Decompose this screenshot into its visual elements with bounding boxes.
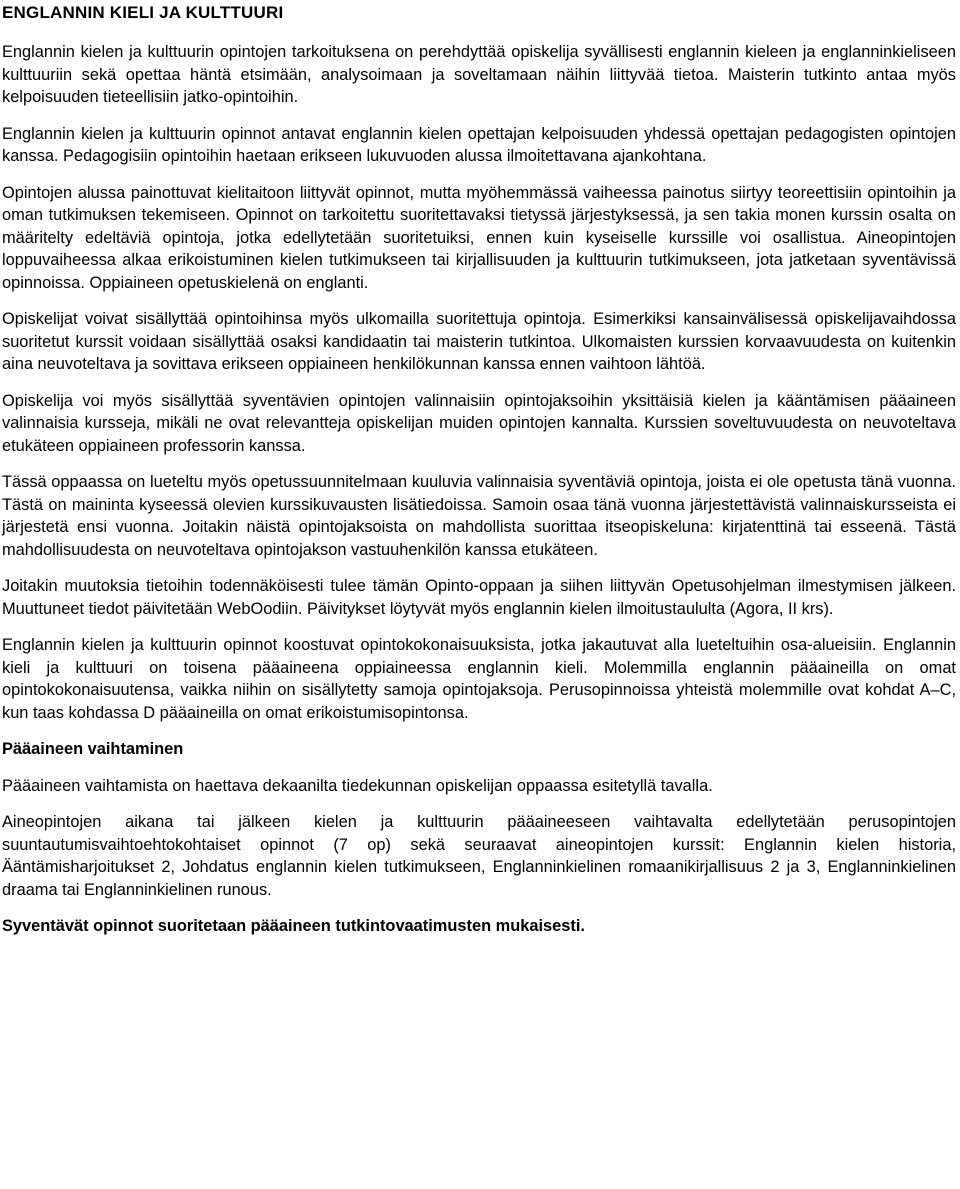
page-title: ENGLANNIN KIELI JA KULTTUURI <box>2 3 284 22</box>
section-heading-major-change: Pääaineen vaihtaminen <box>2 740 184 758</box>
paragraph-major-change-requirements: Aineopintojen aikana tai jälkeen kielen ja kulttuurin pääaineeseen vaihtavalta edellytetään perusopintojen suuntautumisvaihtoehtokohtaiset opinnot (7 op) sekä seuraavat aineopintojen kurssit: Englannin kielen historia, Ääntämisharjoitukset 2, Johdatus englannin kielen tutkimukseen, Englanninkielinen romaanikirjallisuus 2 ja 3, Englanninkielinen draama tai Englanninkielinen runous. <box>2 813 956 899</box>
paragraph-study-order: Opintojen alussa painottuvat kielitaitoon liittyvät opinnot, mutta myöhemmässä vaiheessa painotus siirtyy teoreettisiin opintoihin ja oman tutkimuksen tekemiseen. Opinnot on tarkoitettu suoritettavaksi tietyssä järjestyksessä, ja sen takia monen kurssin osalta on määritelty edeltäviä opintoja, jotka edellytetään suoritetuiksi, ennen kuin kyseiselle kurssille voi osallistua. Aineopintojen loppuvaiheessa alkaa erikoistuminen kielen tutkimukseen tai kirjallisuuden ja kulttuurin tutkimukseen, jota jatketaan syventävissä opinnoissa. Oppiaineen opetuskielenä on englanti. <box>2 183 956 292</box>
paragraph-teacher-qualification: Englannin kielen ja kulttuurin opinnot antavat englannin kielen opettajan kelpoisuuden yhdessä opettajan pedagogisten opintojen kanssa. Pedagogisiin opintoihin haetaan erikseen lukuvuoden alussa ilmoitettavana ajankohtana. <box>2 124 956 165</box>
paragraph-purpose: Englannin kielen ja kulttuurin opintojen tarkoituksena on perehdyttää opiskelija syvällisesti englannin kieleen ja englanninkieliseen kulttuuriin sekä opettaa häntä etsimään, analysoimaan ja soveltamaan näihin liittyvää tietoa. Maisterin tutkinto antaa myös kelpoisuuden tieteellisiin jatko-opintoihin. <box>2 43 956 106</box>
paragraph-updates: Joitakin muutoksia tietoihin todennäköisesti tulee tämän Opinto-oppaan ja siihen liittyvän Opetusohjelman ilmestymisen jälkeen. Muuttuneet tiedot päivitetään WebOodiin. Päivitykset löytyvät myös englannin kielen ilmoitustaululta (Agora, II krs). <box>2 577 956 618</box>
document-page <box>2 0 956 938</box>
paragraph-study-modules: Englannin kielen ja kulttuurin opinnot koostuvat opintokokonaisuuksista, jotka jakautuvat alla lueteltuihin osa-alueisiin. Englannin kieli ja kulttuuri on toisena pääaineena oppiaineessa englannin kieli. Molemmilla englannin pääaineilla on omat opintokokonaisuutensa, vaikka niihin on sisällytetty samoja opintojaksoja. Perusopinnoissa yhteistä molemmille ovat kohdat A–C, kun taas kohdassa D pääaineilla on omat erikoistumisopintonsa. <box>2 636 956 722</box>
paragraph-major-change-dean: Pääaineen vaihtamista on haettava dekaanilta tiedekunnan opiskelijan oppaassa esitetyllä tavalla. <box>2 776 713 795</box>
paragraph-curriculum-notes: Tässä oppaassa on lueteltu myös opetussuunnitelmaan kuuluvia valinnaisia syventäviä opintoja, joista ei ole opetusta tänä vuonna. Tästä on maininta kyseessä olevien kurssikuvausten lisätiedoissa. Samoin osaa tänä vuonna järjestettävistä valinnaiskursseista ei järjestetä ensi vuonna. Joitakin näistä opintojaksoista on mahdollista suorittaa itseopiskeluna: kirjatenttinä tai esseenä. Tästä mahdollisuudesta on neuvoteltava opintojakson vastuuhenkilön kanssa etukäteen. <box>2 473 956 559</box>
paragraph-studies-abroad: Opiskelijat voivat sisällyttää opintoihinsa myös ulkomailla suoritettuja opintoja. Esimerkiksi kansainvälisessä opiskelijavaihdossa suoritetut kurssit voidaan sisällyttää osaksi kandidaatin tai maisterin tutkintoa. Ulkomaisten kurssien korvaavuudesta on kuitenkin aina neuvoteltava ja sovittava erikseen oppiaineen henkilökunnan kanssa ennen vaihtoon lähtöä. <box>2 310 956 373</box>
paragraph-optional-courses: Opiskelija voi myös sisällyttää syventävien opintojen valinnaisiin opintojaksoihin yksittäisiä kielen ja kääntämisen pääaineen valinnaisia kursseja, mikäli ne ovat relevantteja opiskelijan muiden opintojen kannalta. Kurssien soveltuvuudesta on neuvoteltava etukäteen oppiaineen professorin kanssa. <box>2 391 956 455</box>
section-heading-advanced-studies: Syventävät opinnot suoritetaan pääaineen tutkintovaatimusten mukaisesti. <box>2 917 585 935</box>
